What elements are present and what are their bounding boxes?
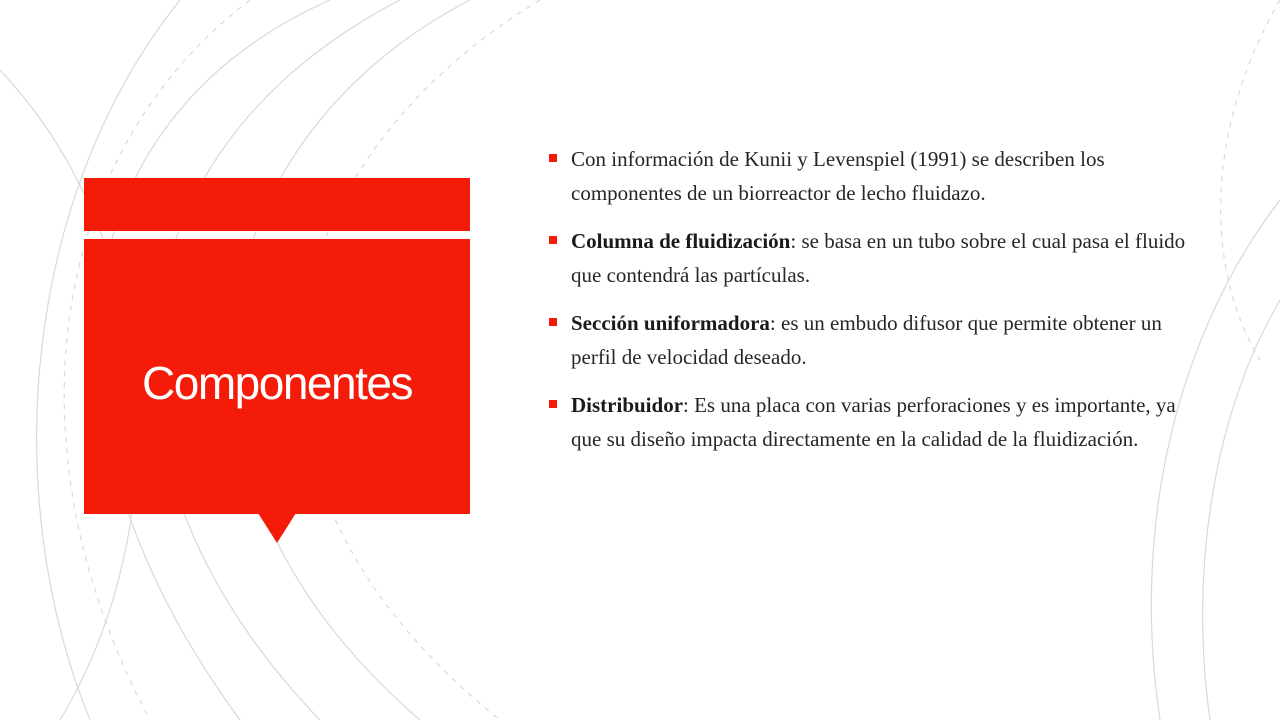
square-bullet-icon <box>549 236 557 244</box>
title-box <box>84 239 470 514</box>
title-box-pointer <box>258 513 296 543</box>
bullet-term: Sección uniformadora <box>571 311 770 335</box>
bullet-separator: : <box>683 393 689 417</box>
square-bullet-icon <box>549 400 557 408</box>
bullet-term: Columna de fluidización <box>571 229 791 253</box>
bullet-item <box>548 306 1198 374</box>
bullet-term: Distribuidor <box>571 393 684 417</box>
title-accent-bar <box>84 178 470 231</box>
bullet-separator: : <box>769 311 776 335</box>
bullet-item <box>548 388 1198 456</box>
bullet-item <box>548 142 1198 210</box>
slide-title: Componentes <box>142 356 412 409</box>
bullet-item <box>548 224 1198 292</box>
bullet-text: Es una placa con varias perforaciones y es importante, ya que su diseño impacta directamente en la calidad de la fluidización. <box>571 393 1176 451</box>
bullet-text: es un embudo difusor que permite obtener un perfil de velocidad deseado. <box>571 311 1162 369</box>
arc-line <box>1203 300 1280 720</box>
bullet-list <box>548 142 1198 470</box>
bullet-separator: : <box>790 229 797 253</box>
bullet-text: se basa en un tubo sobre el cual pasa el fluido que contendrá las partículas. <box>571 229 1186 287</box>
square-bullet-icon <box>549 318 557 326</box>
square-bullet-icon <box>549 154 557 162</box>
arc-line <box>1221 0 1280 360</box>
bullet-text: Con información de Kunii y Levenspiel (1991) se describen los componentes de un biorreactor de lecho fluidazo. <box>571 147 1105 205</box>
